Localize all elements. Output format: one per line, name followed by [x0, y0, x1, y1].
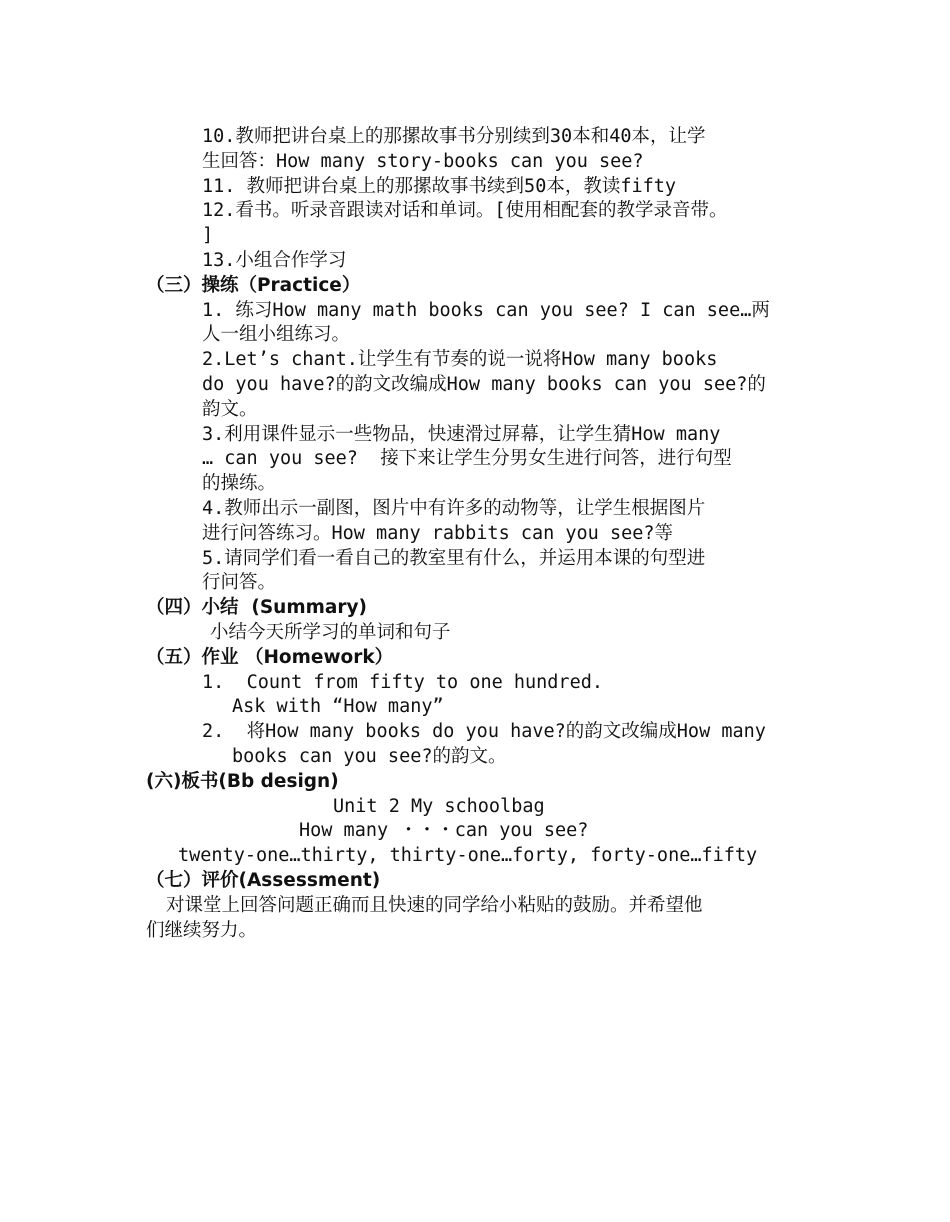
practice-line: 韵文。 — [202, 398, 258, 420]
board-unit-title: Unit 2 My schoolbag — [333, 795, 545, 817]
procedure-step-11: 11. 教师把讲台桌上的那摞故事书续到50本，教读fifty — [202, 175, 677, 197]
practice-line: 4.教师出示一副图，图片中有许多的动物等，让学生根据图片 — [202, 497, 706, 519]
practice-line: do you have?的韵文改编成How many books can you see?的 — [202, 373, 766, 395]
practice-line: 进行问答练习。How many rabbits can you see?等 — [202, 522, 674, 544]
homework-heading: （五）作业 （Homework） — [146, 646, 394, 668]
assessment-heading: （七）评价(Assessment) — [146, 869, 381, 891]
summary-heading: （四）小结 (Summary) — [146, 597, 368, 619]
homework-item-number: 2. — [202, 721, 225, 743]
homework-item-text: Count from fifty to one hundred. — [246, 671, 603, 693]
homework-item-1-continuation: Ask with “How many” — [232, 696, 444, 718]
practice-line: 1. 练习How many math books can you see? I can see…两 — [202, 299, 770, 321]
procedure-step-12-line1: 12.看书。听录音跟读对话和单词。[使用相配套的教学录音带。 — [202, 200, 728, 222]
practice-line: 3.利用课件显示一些物品，快速滑过屏幕，让学生猜How many — [202, 423, 721, 445]
practice-line: 2.Let’s chant.让学生有节奏的说一说将How many books — [202, 349, 718, 371]
practice-line: 行问答。 — [202, 572, 277, 594]
board-number-words: twenty-one…thirty, thirty-one…forty, forty-one…fifty — [178, 845, 758, 867]
summary-text: 小结今天所学习的单词和句子 — [210, 621, 451, 643]
practice-list — [146, 299, 816, 597]
board-design-heading: (六)板书(Bb design) — [146, 770, 339, 792]
homework-item-text: 将How many books do you have?的韵文改编成How many — [246, 721, 766, 743]
practice-line: 5.请同学们看一看自己的教室里有什么，并运用本课的句型进 — [202, 547, 706, 569]
procedure-step-10-line2: 生回答：How many story-books can you see? — [202, 150, 644, 172]
homework-list — [146, 671, 816, 770]
lesson-plan-body — [146, 125, 816, 943]
practice-line: … can you see? 接下来让学生分男女生进行问答，进行句型 — [202, 448, 732, 470]
board-design — [146, 795, 816, 869]
homework-item-2-continuation: books can you see?的韵文。 — [232, 745, 507, 767]
assessment-text-line2: 们继续努力。 — [146, 919, 258, 941]
practice-line: 人一组小组练习。 — [202, 324, 351, 346]
procedure-step-12-line2: ] — [202, 225, 214, 247]
homework-item-1 — [146, 671, 816, 696]
homework-item-2 — [146, 720, 816, 745]
practice-line: 的操练。 — [202, 473, 277, 495]
practice-heading: （三）操练（Practice） — [146, 274, 361, 296]
procedure-step-10-line1: 10.教师把讲台桌上的那摞故事书分别续到30本和40本，让学 — [202, 126, 706, 147]
board-sentence-pattern: How many ・・・can you see? — [299, 820, 589, 842]
procedure-step-13: 13.小组合作学习 — [202, 249, 347, 271]
homework-item-number: 1. — [202, 671, 225, 693]
procedure-list — [146, 125, 816, 274]
assessment-text-line1: 对课堂上回答问题正确而且快速的同学给小粘贴的鼓励。并希望他 — [166, 894, 703, 916]
